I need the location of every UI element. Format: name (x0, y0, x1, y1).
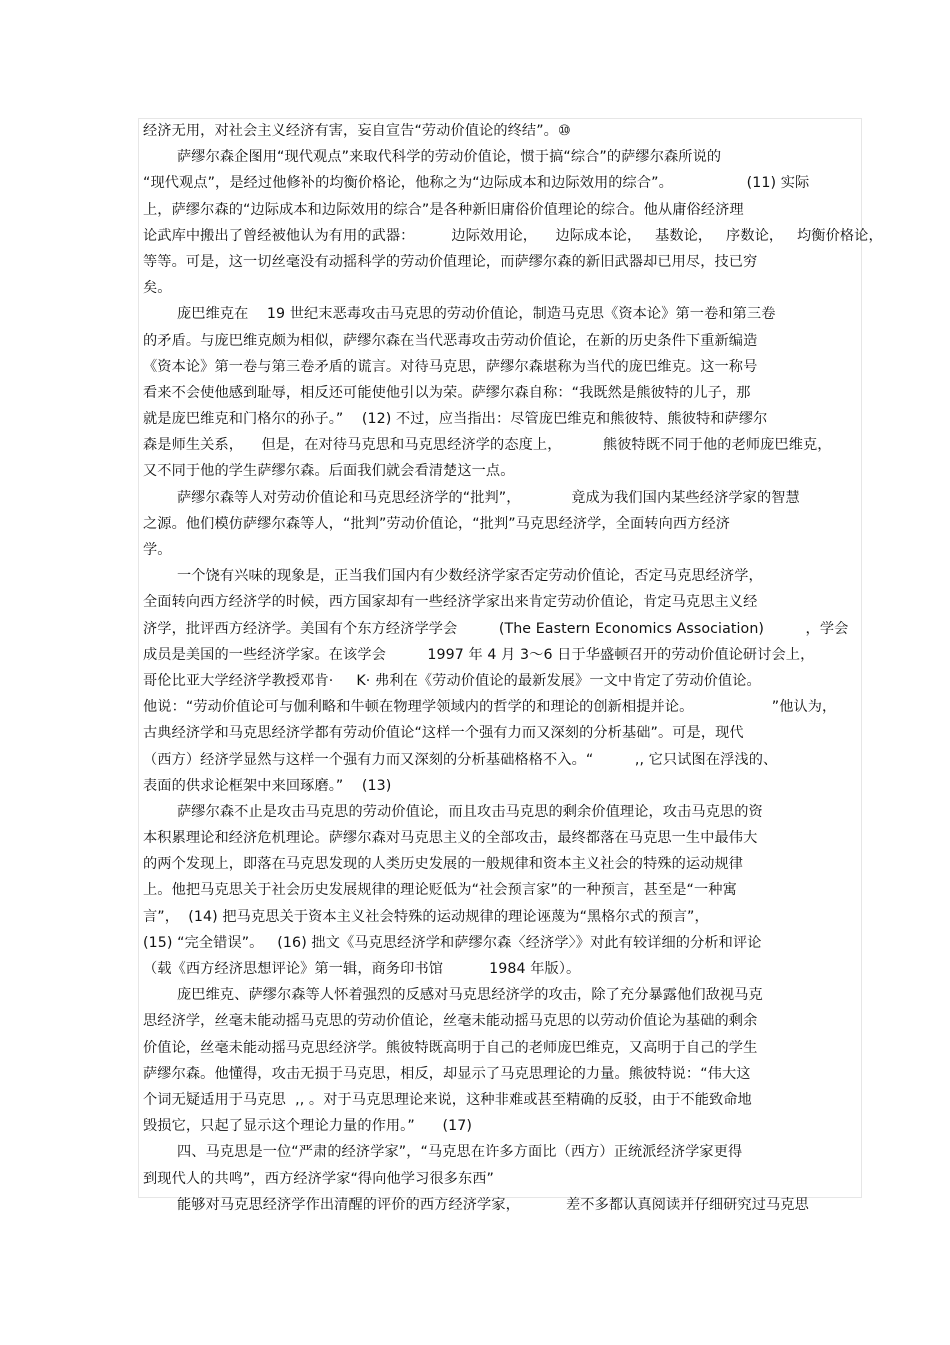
text-line: 四、马克思是一位“严肃的经济学家”，“马克思在许多方面比（西方）正统派经济学家更得 (177, 1144, 743, 1161)
text-line: 个词无疑适用于马克思 ,, 。对于马克思理论来说，这种非难或甚至精确的反驳，由于不能致命地 (143, 1091, 752, 1108)
text-line: 能够对马克思经济学作出清醒的评价的西方经济学家， 差不多都认真阅读并仔细研究过马克思 (177, 1196, 809, 1213)
text-line: 萨缪尔森企图用“现代观点”来取代科学的劳动价值论，惯于搞“综合”的萨缪尔森所说的 (177, 149, 722, 166)
text-line: 《资本论》第一卷与第三卷矛盾的谎言。对待马克思，萨缪尔森堪称为当代的庞巴维克。这一称号 (143, 358, 758, 375)
text-line: 他说：“劳动价值论可与伽利略和牛顿在物理学领域内的哲学的和理论的创新相提并论。 ”他认为， (143, 699, 837, 716)
text-line: 上。他把马克思关于社会历史发展规律的理论贬低为“社会预言家”的一种预言，甚至是“一种寓 (143, 882, 737, 899)
text-line: 古典经济学和马克思经济学都有劳动价值论“这样一个强有力而又深刻的分析基础”。可是，现代 (143, 725, 744, 742)
text-line: 毁损它，只起了显示这个理论力量的作用。” (17) (143, 1118, 472, 1135)
text-line: 本积累理论和经济危机理论。萨缪尔森对马克思主义的全部攻击，最终都落在马克思一生中最伟大 (143, 830, 758, 847)
text-line: （西方）经济学显然与这样一个强有力而又深刻的分析基础格格不入。“ ,, 它只试图在浮浅的、 (143, 751, 778, 768)
text-line: “现代观点”，是经过他修补的均衡价格论，他称之为“边际成本和边际效用的综合”。 (11) 实际 (143, 175, 810, 192)
text-line: 森是师生关系， 但是，在对待马克思和马克思经济学的态度上， 熊彼特既不同于他的老师庞巴维克， (143, 437, 832, 454)
text-line: 萨缪尔森不止是攻击马克思的劳动价值论，而且攻击马克思的剩余价值理论，攻击马克思的资 (177, 803, 763, 820)
text-line: 矣。 (143, 280, 172, 297)
text-line: 萨缪尔森等人对劳动价值论和马克思经济学的“批判”， 竟成为我们国内某些经济学家的智慧 (177, 489, 800, 506)
text-line: 到现代人的共鸣”，西方经济学家“得向他学习很多东西” (143, 1170, 494, 1187)
text-line: 经济无用，对社会主义经济有害，妄自宣告“劳动价值论的终结”。⑩ (143, 123, 571, 139)
document-body (143, 118, 883, 1218)
text-line: （载《西方经济思想评论》第一辑，商务印书馆 1984 年版）。 (143, 961, 581, 977)
text-line: 学。 (143, 542, 172, 558)
text-line: 庞巴维克在 19 世纪末恶毒攻击马克思的劳动价值论，制造马克思《资本论》第一卷和第三卷 (177, 306, 776, 323)
text-line: 成员是美国的一些经济学家。在该学会 1997 年 4 月 3～6 日于华盛顿召开的劳动价值论研讨会上， (143, 646, 815, 663)
text-line: 的矛盾。与庞巴维克颇为相似，萨缪尔森在当代恶毒攻击劳动价值论，在新的历史条件下重新编造 (143, 332, 758, 349)
text-line: (15) “完全错误”。 (16) 拙文《马克思经济学和萨缪尔森〈经济学〉》对此有较详细的分析和评论 (143, 934, 762, 951)
text-line: 又不同于他的学生萨缪尔森。后面我们就会看清楚这一点。 (143, 463, 515, 480)
text-line: 上，萨缪尔森的“边际成本和边际效用的综合”是各种新旧庸俗价值理论的综合。他从庸俗经济理 (143, 201, 744, 218)
text-line: 全面转向西方经济学的时候，西方国家却有一些经济学家出来肯定劳动价值论，肯定马克思主义经 (143, 594, 758, 611)
text-line: 论武库中搬出了曾经被他认为有用的武器： 边际效用论， 边际成本论， 基数论， 序数论， 均衡价格论， (143, 227, 883, 244)
text-line: 思经济学，丝毫未能动摇马克思的劳动价值论，丝毫未能动摇马克思的以劳动价值论为基础的剩余 (143, 1013, 758, 1030)
text-line: 之源。他们模仿萨缪尔森等人，“批判”劳动价值论，“批判”马克思经济学，全面转向西方经济 (143, 515, 731, 532)
text-line: 言”， (14) 把马克思关于资本主义社会特殊的运动规律的理论诬蔑为“黑格尔式的预言”， (143, 908, 709, 925)
text-line: 一个饶有兴味的现象是，正当我们国内有少数经济学家否定劳动价值论，否定马克思经济学， (177, 568, 763, 585)
text-line: 等等。可是，这一切丝毫没有动摇科学的劳动价值理论，而萨缪尔森的新旧武器却已用尽，技已穷 (143, 253, 758, 270)
text-line: 庞巴维克、萨缪尔森等人怀着强烈的反感对马克思经济学的攻击，除了充分暴露他们敌视马克 (177, 987, 763, 1004)
text-line: 表面的供求论框架中来回琢磨。” (13) (143, 777, 392, 794)
text-line: 价值论，丝毫未能动摇马克思经济学。熊彼特既高明于自己的老师庞巴维克，又高明于自己的学生 (143, 1039, 758, 1056)
text-line: 看来不会使他感到耻辱，相反还可能使他引以为荣。萨缪尔森自称：“我既然是熊彼特的儿子，那 (143, 384, 751, 401)
text-line: 就是庞巴维克和门格尔的孙子。” (12) 不过，应当指出：尽管庞巴维克和熊彼特、熊彼特和萨缪尔 (143, 411, 768, 428)
text-line: 的两个发现上，即落在马克思发现的人类历史发展的一般规律和资本主义社会的特殊的运动规律 (143, 856, 744, 873)
text-line: 济学，批评西方经济学。美国有个东方经济学学会 (The Eastern Economics Association) ，学会 (143, 620, 849, 637)
text-line: 哥伦比亚大学经济学教授邓肯· K· 弗利在《劳动价值论的最新发展》一文中肯定了劳动价值论。 (143, 672, 761, 689)
text-line: 萨缪尔森。他懂得，攻击无损于马克思，相反，却显示了马克思理论的力量。熊彼特说：“伟大这 (143, 1065, 751, 1082)
